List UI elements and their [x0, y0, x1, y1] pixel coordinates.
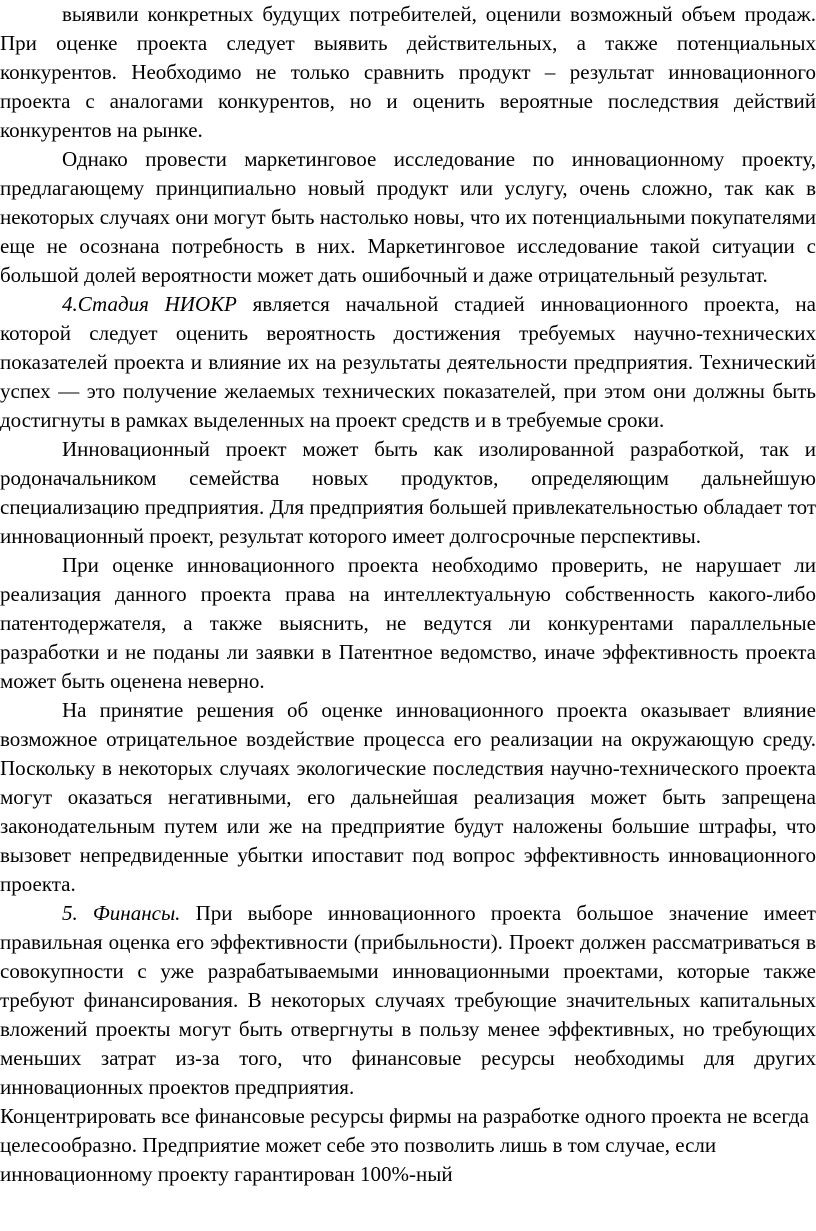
paragraph-finance — [0, 899, 816, 1102]
paragraph-patent-check — [0, 551, 816, 696]
paragraph-text: Концентрировать все финансовые ресурсы фирмы на разработке одного проекта не всегда целесообразно. Предприятие может себе это позволить лишь в том случае, если инновационному проекту гарантирован 100%-ный — [0, 1104, 809, 1186]
paragraph-text: Инновационный проект может быть как изолированной разработкой, так и родоначальником семейства новых продуктов, определяющим дальнейшую специализацию предприятия. Для предприятия большей привлекательностью обладает тот инновационный проект, результат которого имеет долгосрочные перспективы. — [0, 437, 816, 548]
paragraph-text: является начальной стадией инновационного проекта, на которой следует оценить вероятность достижения требуемых научно-технических показателей проекта и влияние их на результаты деятельности предприятия. Технический успех — это получение желаемых технических показателей, при этом они должны быть достигнуты в рамках выделенных на проект средств и в требуемые сроки. — [0, 292, 816, 432]
paragraph-concentration — [0, 1102, 816, 1189]
paragraph-text: Однако провести маркетинговое исследование по инновационному проекту, предлагающему принципиально новый продукт или услугу, очень сложно, так как в некоторых случаях они могут быть настолько новы, что их потенциальными покупателями еще не осознана потребность в них. Маркетинговое исследование такой ситуации с большой долей вероятности может дать ошибочный и даже отрицательный результат. — [0, 147, 816, 287]
paragraph-innovation-family — [0, 435, 816, 551]
section-lead-finance: 5. Финансы. — [62, 901, 181, 925]
paragraph-text: При оценке инновационного проекта необходимо проверить, не нарушает ли реализация данного проекта права на интеллектуальную собственность какого-либо патентодержателя, а также выяснить, не ведутся ли конкурентами параллельные разработки и не поданы ли заявки в Патентное ведомство, иначе эффективность проекта может быть оценена неверно. — [0, 553, 816, 693]
paragraph-environment — [0, 696, 816, 899]
paragraph-text: При выборе инновационного проекта большое значение имеет правильная оценка его эффективности (прибыльности). Проект должен рассматриваться в совокупности с уже разрабатываемыми инновационными проектами, которые также требуют финансирования. В некоторых случаях требующие значительных капитальных вложений проекты могут быть отвергнуты в пользу менее эффективных, но требующих меньших затрат из-за того, что финансовые ресурсы необходимы для других инновационных проектов предприятия. — [0, 901, 816, 1099]
paragraph-text: выявили конкретных будущих потребителей, оценили возможный объем продаж. При оценке проекта следует выявить действительных, а также потенциальных конкурентов. Необходимо не только сравнить продукт – результат инновационного проекта с аналогами конкурентов, но и оценить вероятные последствия действий конкурентов на рынке. — [0, 2, 816, 142]
paragraph-rd-stage — [0, 290, 816, 435]
paragraph-text: На принятие решения об оценке инновационного проекта оказывает влияние возможное отрицательное воздействие процесса его реализации на окружающую среду. Поскольку в некоторых случаях экологические последствия научно-технического проекта могут оказаться негативными, его дальнейшая реализация может быть запрещена законодательным путем или же на предприятие будут наложены большие штрафы, что вызовет непредвиденные убытки ипоставит под вопрос эффективность инновационного проекта. — [0, 698, 816, 896]
paragraph-marketing-research — [0, 145, 816, 290]
section-lead-rd: 4.Стадия НИОКР — [62, 292, 237, 316]
paragraph-marketing-consumers — [0, 0, 816, 145]
